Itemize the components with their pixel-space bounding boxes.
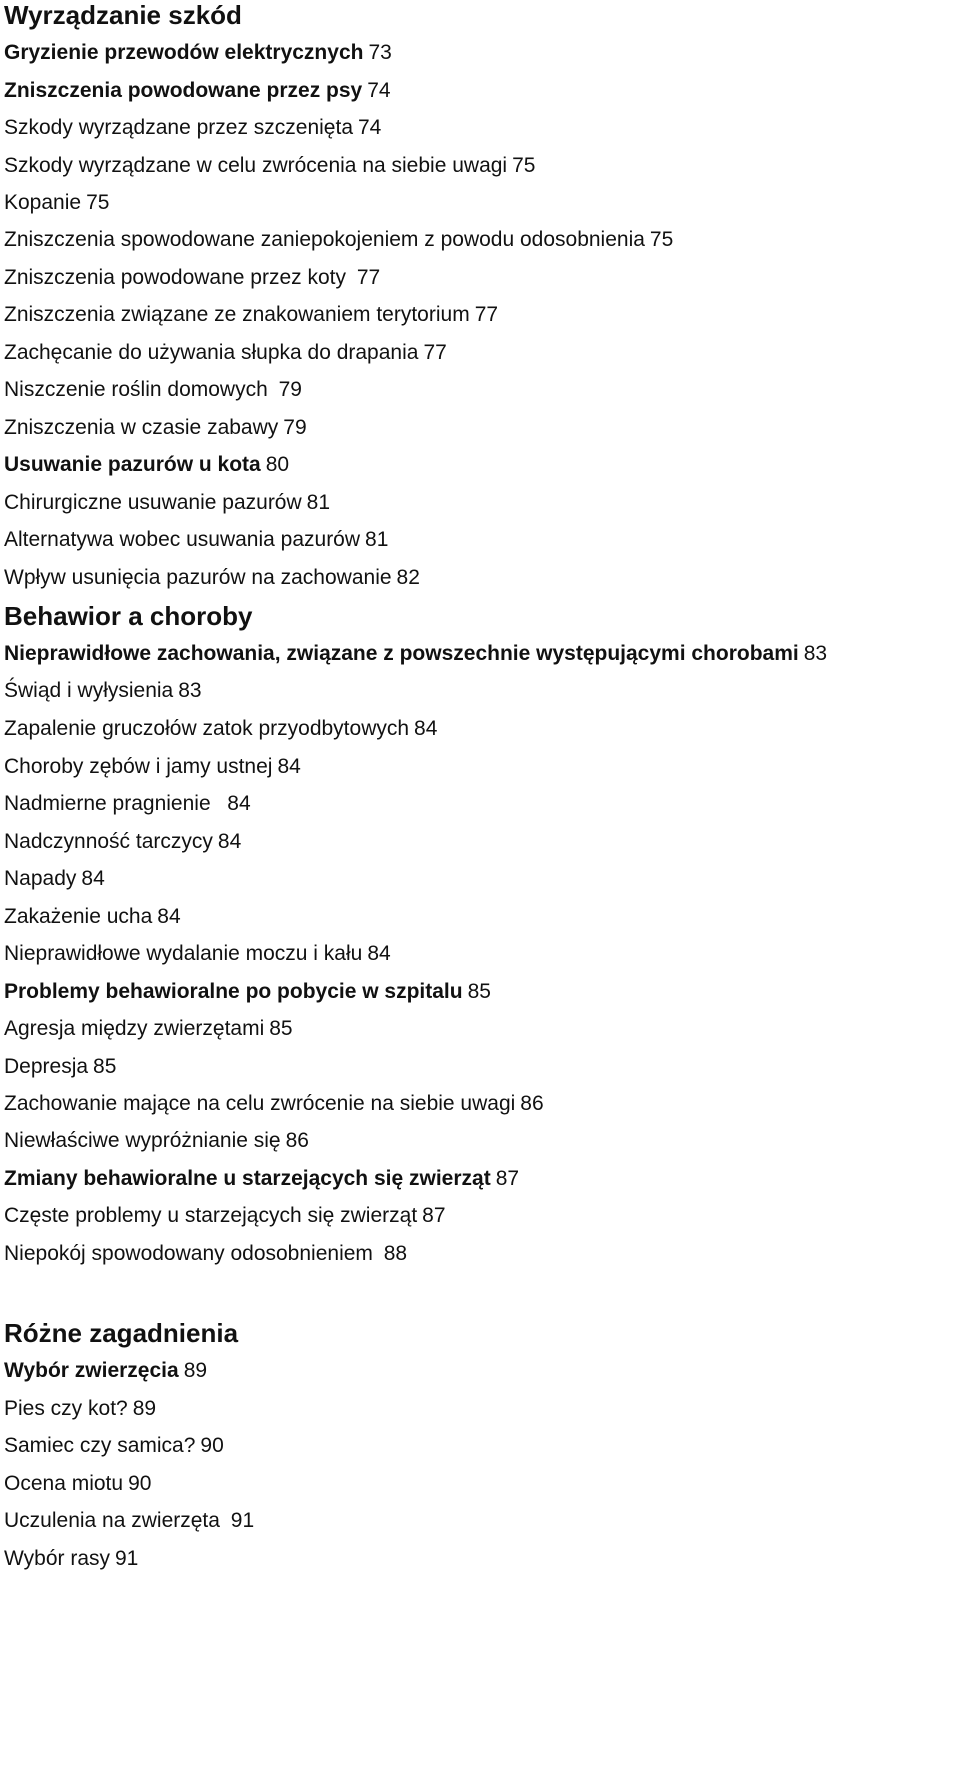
toc-entry [4,492,330,513]
toc-page-number: 83 [803,642,828,665]
toc-entry [4,1056,116,1077]
toc-page-number: 75 [86,191,110,214]
toc-entry-title: Niewłaściwe wypróżnianie się [4,1129,281,1152]
toc-entry-title: Alternatywa wobec usuwania pazurów [4,528,361,551]
toc-entry [4,267,380,288]
toc-page-number: 84 [277,755,301,778]
toc-entry [4,906,181,927]
toc-page-number: 87 [422,1204,446,1227]
toc-page-number: 85 [93,1055,117,1078]
toc-entry [4,1130,309,1151]
toc-subheading [4,80,391,101]
toc-page-number: 77 [351,266,381,289]
toc-entry-title: Nieprawidłowe wydalanie moczu i kału [4,942,363,965]
toc-entry-title: Nadmierne pragnienie [4,792,211,815]
toc-entry-title: Agresja między zwierzętami [4,1017,265,1040]
toc-entry-title: Wybór rasy [4,1547,110,1570]
toc-page-number: 90 [200,1434,224,1457]
toc-entry [4,1093,544,1114]
toc-entry-title: Uczulenia na zwierzęta [4,1509,220,1532]
toc-subheading [4,42,392,63]
toc-entry [4,342,447,363]
toc-entry-title: Zniszczenia powodowane przez psy [4,79,363,102]
toc-page-number: 89 [183,1359,208,1382]
toc-page-number: 74 [367,79,391,102]
toc-entry-title: Szkody wyrządzane przez szczenięta [4,116,353,139]
toc-entry-title: Wpływ usunięcia pazurów na zachowanie [4,566,392,589]
toc-entry [4,793,251,814]
toc-entry [4,229,673,250]
toc-entry [4,1018,293,1039]
toc-entry-title: Niszczenie roślin domowych [4,378,268,401]
toc-page-number: 82 [396,566,420,589]
toc-subheading [4,454,289,475]
toc-entry [4,1473,151,1494]
toc-page-number: 81 [306,491,331,514]
toc-section-heading [4,1320,238,1346]
toc-entry [4,680,202,701]
toc-subheading [4,981,491,1002]
toc-entry [4,117,381,138]
toc-page-number: 74 [358,116,382,139]
toc-entry-title: Ocena miotu [4,1472,124,1495]
toc-page-number: 80 [265,453,290,476]
toc-page-number: 79 [283,416,307,439]
toc-page-number: 90 [128,1472,152,1495]
toc-entry [4,718,437,739]
toc-entry-title: Świąd i wyłysienia [4,679,174,702]
toc-entry-title: Szkody wyrządzane w celu zwrócenia na siebie uwagi [4,154,508,177]
toc-entry-title: Usuwanie pazurów u kota [4,453,261,476]
toc-entry-title: Depresja [4,1055,89,1078]
toc-section-heading [4,603,253,629]
toc-subheading [4,1168,519,1189]
toc-entry [4,1548,138,1569]
toc-entry-title: Choroby zębów i jamy ustnej [4,755,273,778]
toc-section-heading [4,2,242,28]
toc-entry-title: Wyrządzanie szkód [4,0,242,30]
toc-entry-title: Gryzienie przewodów elektrycznych [4,41,364,64]
toc-entry [4,831,241,852]
toc-page-number: 87 [495,1167,520,1190]
toc-entry [4,529,388,550]
toc-entry-title: Różne zagadnienia [4,1318,239,1348]
toc-entry-title: Zniszczenia związane ze znakowaniem terytorium [4,303,470,326]
toc-entry [4,192,109,213]
toc-page-number: 81 [365,528,389,551]
toc-entry-title: Napady [4,867,77,890]
toc-entry [4,417,307,438]
toc-subheading [4,643,827,664]
toc-entry-title: Zachęcanie do używania słupka do drapania [4,341,419,364]
toc-entry-title: Zniszczenia w czasie zabawy [4,416,279,439]
toc-entry [4,155,535,176]
toc-entry [4,943,391,964]
toc-page-number: 84 [367,942,391,965]
toc-entry [4,1243,407,1264]
toc-entry-title: Niepokój spowodowany odosobnieniem [4,1242,373,1265]
toc-page-number: 84 [215,792,251,815]
toc-entry [4,379,302,400]
toc-page-number: 89 [132,1397,157,1420]
toc-subheading [4,1360,207,1381]
toc-entry-title: Zapalenie gruczołów zatok przyodbytowych [4,717,410,740]
toc-entry-title: Pies czy kot? [4,1397,128,1420]
toc-entry-title: Chirurgiczne usuwanie pazurów [4,491,302,514]
toc-page-number: 91 [224,1509,255,1532]
toc-page-number: 83 [178,679,202,702]
toc-entry [4,1510,254,1531]
toc-entry [4,756,301,777]
toc-page-number: 75 [649,228,674,251]
toc-entry [4,868,105,889]
toc-entry-title: Zmiany behawioralne u starzejących się zwierząt [4,1167,491,1190]
toc-entry [4,1398,156,1419]
toc-entry [4,304,498,325]
toc-page-number: 84 [217,830,242,853]
toc-entry-title: Zakażenie ucha [4,905,153,928]
toc-page-number: 88 [377,1242,408,1265]
toc-entry-title: Zniszczenia spowodowane zaniepokojeniem z powodu odosobnienia [4,228,645,251]
toc-entry-title: Zniszczenia powodowane przez koty [4,266,347,289]
toc-entry-title: Zachowanie mające na celu zwrócenie na siebie uwagi [4,1092,516,1115]
toc-page-number: 86 [285,1129,309,1152]
toc-page-number: 85 [269,1017,293,1040]
toc-page-number: 77 [423,341,447,364]
toc-page-number: 75 [512,154,536,177]
toc-page-number: 84 [81,867,105,890]
toc-entry-title: Wybór zwierzęcia [4,1359,179,1382]
toc-entry [4,567,420,588]
toc-page-number: 86 [520,1092,544,1115]
toc-entry-title: Nieprawidłowe zachowania, związane z powszechnie występującymi chorobami [4,642,799,665]
toc-entry [4,1205,446,1226]
toc-page-number: 79 [272,378,302,401]
toc-page-number: 84 [157,905,181,928]
toc-entry [4,1435,224,1456]
toc-entry-title: Behawior a choroby [4,601,253,631]
toc-page-number: 91 [115,1547,139,1570]
toc-entry-title: Problemy behawioralne po pobycie w szpitalu [4,980,463,1003]
toc-entry-title: Kopanie [4,191,82,214]
toc-page-number: 84 [414,717,438,740]
toc-page-number: 85 [467,980,491,1003]
toc-entry-title: Samiec czy samica? [4,1434,196,1457]
toc-entry-title: Nadczynność tarczycy [4,830,213,853]
toc-page-number: 77 [474,303,499,326]
toc-page-number: 73 [368,41,392,64]
toc-entry-title: Częste problemy u starzejących się zwierząt [4,1204,418,1227]
